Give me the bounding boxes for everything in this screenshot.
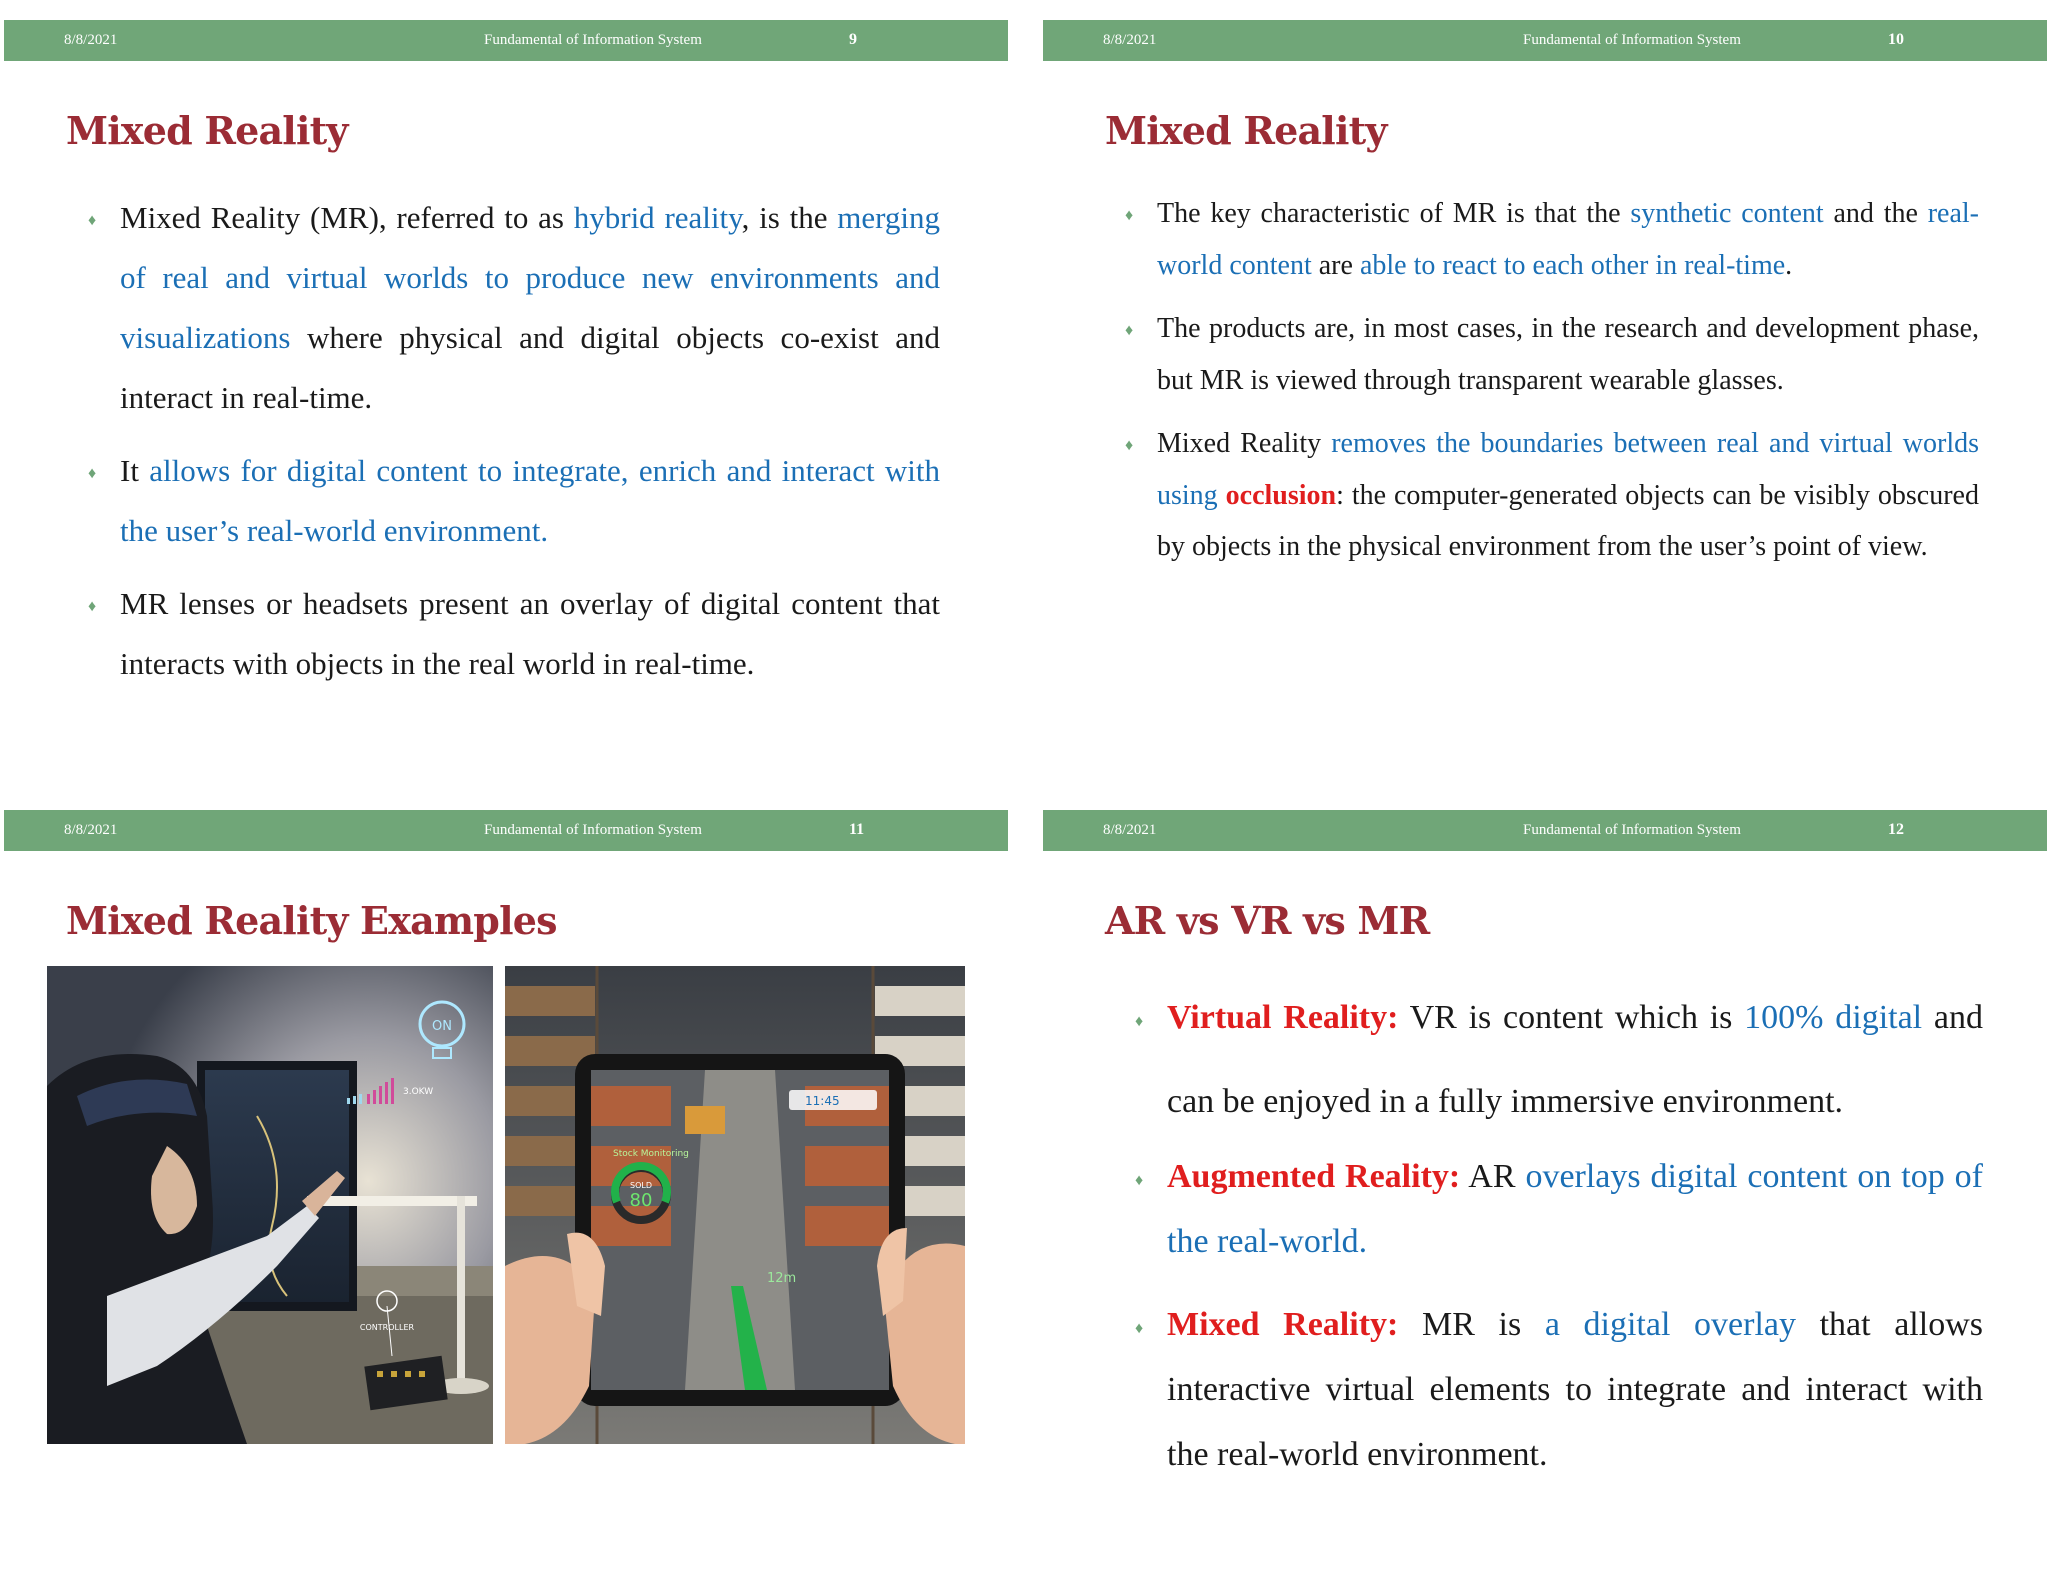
warehouse-tablet-photo [505, 966, 965, 1444]
clock-time: 11:45 [805, 1094, 840, 1108]
diamond-icon: ♦ [88, 465, 97, 482]
slide-header-bar [1043, 20, 2047, 61]
distance-label: 12m [767, 1271, 797, 1286]
slide-header-bar [4, 20, 1008, 61]
bullet-list [1125, 188, 1980, 585]
readout-label: 3.OKW [403, 1087, 434, 1097]
slide-12 [1043, 810, 2047, 1590]
bullet-item: ♦ Mixed Reality (MR), referred to as hybrid reality, is the merging of real and virtual worlds to produce new environments and visualizations where physical and digital objects co-exist and interact in real-time. [120, 188, 940, 428]
bullet-item: ♦ MR lenses or headsets present an overlay of digital content that interacts with objects in the real world in real-time. [120, 574, 940, 694]
diamond-icon: ♦ [1125, 437, 1134, 454]
bullet-item: ♦ It allows for digital content to integrate, enrich and interact with the user’s real-world environment. [120, 441, 940, 561]
bullet-item: ♦ Mixed Reality removes the boundaries between real and virtual worlds using occlusion: the computer-generated objects can be visibly obscured by objects in the physical environment from the user’s point of view. [1157, 418, 1979, 573]
slide-number: 10 [1888, 31, 1904, 48]
stock-label: Stock Monitoring [613, 1149, 689, 1159]
slide-header-bar [1043, 810, 2047, 851]
course-title: Fundamental of Information System [484, 32, 702, 48]
controller-label: CONTROLLER [359, 1323, 415, 1332]
bullet-item: ♦ The key characteristic of MR is that the synthetic content and the real-world content are able to react to each other in real-time. [1157, 188, 1979, 291]
slide-title: AR vs VR vs MR [1105, 898, 1430, 943]
bullet-item: ♦ Augmented Reality: AR overlays digital content on top of the real-world. [1167, 1144, 1983, 1274]
bullet-list [1135, 976, 1983, 1505]
slide-title: Mixed Reality [1105, 108, 1387, 153]
slide-date: 8/8/2021 [64, 822, 118, 838]
slide-number: 12 [1888, 821, 1904, 838]
slide-date: 8/8/2021 [1103, 822, 1157, 838]
headset-user-photo [47, 966, 493, 1444]
diamond-icon: ♦ [88, 598, 97, 615]
slide-10 [1043, 20, 2047, 800]
gauge-value: 80 [629, 1190, 653, 1211]
slide-header-bar [4, 810, 1008, 851]
diamond-icon: ♦ [88, 212, 97, 229]
slide-date: 8/8/2021 [64, 32, 118, 48]
diamond-icon: ♦ [1125, 322, 1134, 339]
slide-11 [4, 810, 1008, 1590]
bullet-item: ♦ Mixed Reality: MR is a digital overlay that allows interactive virtual elements to integrate and interact with the real-world environment. [1167, 1292, 1983, 1487]
slide-title: Mixed Reality Examples [66, 898, 557, 943]
diamond-icon: ♦ [1135, 1013, 1144, 1030]
slide-number: 9 [849, 31, 857, 48]
bullet-item: ♦ Virtual Reality: VR is content which is 100% digital and can be enjoyed in a fully immersive environment. [1167, 976, 1983, 1144]
bulb-label: ON [432, 1019, 452, 1034]
slide-number: 11 [849, 821, 865, 838]
course-title: Fundamental of Information System [484, 822, 702, 838]
diamond-icon: ♦ [1125, 207, 1134, 224]
diamond-icon: ♦ [1135, 1172, 1144, 1189]
gauge-label: SOLD [630, 1181, 652, 1190]
slide-title: Mixed Reality [66, 108, 348, 153]
bullet-item: ♦ The products are, in most cases, in the research and development phase, but MR is viewed through transparent wearable glasses. [1157, 303, 1979, 406]
course-title: Fundamental of Information System [1523, 32, 1741, 48]
slide-9 [4, 20, 1008, 800]
course-title: Fundamental of Information System [1523, 822, 1741, 838]
bullet-list [88, 188, 940, 707]
slide-date: 8/8/2021 [1103, 32, 1157, 48]
diamond-icon: ♦ [1135, 1320, 1144, 1337]
